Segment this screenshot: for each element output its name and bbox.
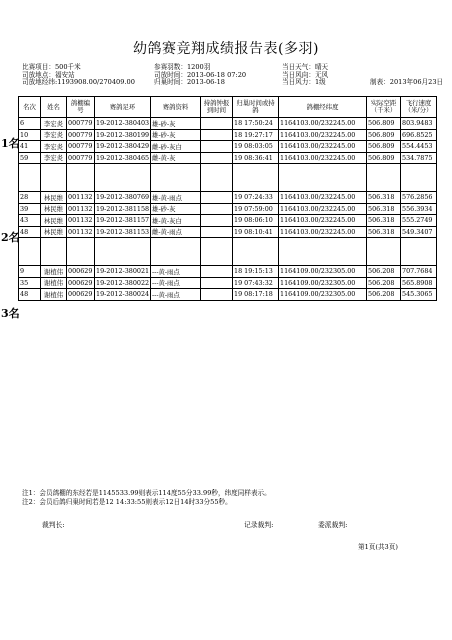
results-body <box>19 118 437 301</box>
weather: 当日天气：晴天 <box>282 63 329 71</box>
group-rank-2: 2名 <box>1 231 20 244</box>
empty-cell <box>201 238 233 266</box>
cell-rank: 10 <box>19 129 41 141</box>
cell-name: 谢植伟 <box>41 266 67 278</box>
cell-info: ---黄-雨点 <box>151 289 201 301</box>
empty-cell <box>19 238 41 266</box>
cell-rank: 41 <box>19 141 41 153</box>
cell-speed: 556.3934 <box>401 203 437 215</box>
cell-loft: 000779 <box>67 118 95 130</box>
header-loft-no: 鸽棚编号 <box>67 97 95 118</box>
table-row <box>19 129 437 141</box>
empty-cell <box>401 238 437 266</box>
cell-loft: 000779 <box>67 141 95 153</box>
header-arrival: 归巢时间或持鸽 <box>233 97 279 118</box>
empty-cell <box>151 238 201 266</box>
empty-cell <box>41 238 67 266</box>
cell-speed: 545.3065 <box>401 289 437 301</box>
cell-clock <box>201 192 233 204</box>
cell-clock <box>201 289 233 301</box>
empty-cell <box>201 164 233 192</box>
cell-ring: 19-2012-380021 <box>96 267 150 276</box>
cell-name: 林民维 <box>41 226 67 238</box>
committee-signature: 委派裁判: <box>318 521 348 529</box>
cell-loft: 001132 <box>67 226 95 238</box>
cell-clock <box>201 215 233 227</box>
cell-clock <box>201 141 233 153</box>
cell-rank: 35 <box>19 277 41 289</box>
cell-speed: 576.2856 <box>401 192 437 204</box>
cell-arrival: 19 07:24:33 <box>233 192 279 204</box>
empty-cell <box>279 238 367 266</box>
empty-cell <box>67 164 95 192</box>
cell-arrival: 19 08:10:41 <box>233 226 279 238</box>
empty-cell <box>95 164 151 192</box>
empty-cell <box>279 164 367 192</box>
cell-arrival: 19 07:43:32 <box>233 277 279 289</box>
made-date: 制表：2013年06月23日 <box>370 78 444 86</box>
cell-speed: 707.7684 <box>401 266 437 278</box>
empty-cell <box>151 164 201 192</box>
release-coords: 司放地经纬:1193908.00/270409.00 <box>22 78 135 86</box>
cell-coords: 1164103.00/232245.00 <box>279 215 367 227</box>
note-1: 注1：会员鸽棚的东经若是1145533.99则表示114度55分33.99秒，纬度同样表示。 <box>22 489 271 497</box>
cell-distance: 506.809 <box>367 141 401 153</box>
cell-arrival: 18 19:27:17 <box>233 129 279 141</box>
cell-clock <box>201 152 233 164</box>
cell-speed: 554.4453 <box>401 141 437 153</box>
cell-coords: 1164103.00/232245.00 <box>279 118 367 130</box>
cell-clock <box>201 203 233 215</box>
cell-ring: 19-2012-380199 <box>96 130 150 139</box>
cell-arrival: 19 08:36:41 <box>233 152 279 164</box>
cell-rank: 9 <box>19 266 41 278</box>
cell-speed: 565.8908 <box>401 277 437 289</box>
cell-coords: 1164109.00/232305.00 <box>279 277 367 289</box>
info-col-3 <box>282 64 328 87</box>
cell-coords: 1164109.00/232305.00 <box>279 266 367 278</box>
match-item: 比赛项目：500千米 <box>22 63 81 71</box>
entries: 参赛羽数：1200羽 <box>154 63 211 71</box>
cell-rank: 39 <box>19 203 41 215</box>
empty-cell <box>367 164 401 192</box>
recorder-signature: 记录裁判: <box>244 521 274 529</box>
cell-ring: 19-2012-380429 <box>96 142 150 151</box>
cell-distance: 506.318 <box>367 215 401 227</box>
table-row <box>19 226 437 238</box>
release-time: 司放时间：2013-06-18 07:20 <box>154 70 247 79</box>
cell-coords: 1164103.00/232245.00 <box>279 129 367 141</box>
header-name: 姓名 <box>41 97 67 118</box>
cell-info: 雌-黄-雨点 <box>151 226 201 238</box>
table-row <box>19 192 437 204</box>
cell-loft: 000629 <box>67 266 95 278</box>
cell-clock <box>201 118 233 130</box>
cell-arrival: 18 19:15:13 <box>233 266 279 278</box>
cell-coords: 1164103.00/232245.00 <box>279 226 367 238</box>
cell-speed: 696.8525 <box>401 129 437 141</box>
cell-distance: 506.809 <box>367 152 401 164</box>
cell-coords: 1164103.00/232245.00 <box>279 192 367 204</box>
cell-ring: 19-2012-380403 <box>96 119 150 128</box>
cell-clock <box>201 129 233 141</box>
header-speed: 飞行速度（米/分） <box>401 97 437 118</box>
cell-speed: 803.9483 <box>401 118 437 130</box>
cell-name: 李宏炎 <box>41 118 67 130</box>
cell-loft: 001132 <box>67 203 95 215</box>
cell-loft: 000629 <box>67 289 95 301</box>
group-rank-1: 1名 <box>1 137 20 150</box>
empty-cell <box>401 164 437 192</box>
table-row <box>19 277 437 289</box>
table-row <box>19 152 437 164</box>
header-pigeon-info: 赛鸽资料 <box>151 97 201 118</box>
cell-arrival: 19 08:03:05 <box>233 141 279 153</box>
cell-name: 谢植伟 <box>41 289 67 301</box>
cell-info: 雄-砂-灰 <box>151 129 201 141</box>
cell-name: 李宏炎 <box>41 129 67 141</box>
cell-ring: 19-2012-380769 <box>96 193 150 202</box>
wind-force: 当日风力：1级 <box>282 78 326 86</box>
cell-info: 雌-砂-灰白 <box>151 141 201 153</box>
header-rank: 名次 <box>19 97 41 118</box>
cell-arrival: 19 08:06:10 <box>233 215 279 227</box>
info-col-1 <box>22 64 135 87</box>
cell-info: 雄-黄-灰白 <box>151 215 201 227</box>
cell-arrival: 19 08:17:18 <box>233 289 279 301</box>
cell-distance: 506.208 <box>367 289 401 301</box>
cell-clock <box>201 266 233 278</box>
empty-cell <box>19 164 41 192</box>
info-col-2 <box>154 64 246 87</box>
empty-cell <box>367 238 401 266</box>
cell-coords: 1164103.00/232245.00 <box>279 203 367 215</box>
empty-cell <box>67 238 95 266</box>
cell-speed: 555.2749 <box>401 215 437 227</box>
release-place: 司放地点：福安站 <box>22 70 75 79</box>
cell-rank: 28 <box>19 192 41 204</box>
cell-distance: 506.208 <box>367 266 401 278</box>
cell-name: 林民维 <box>41 203 67 215</box>
cell-distance: 506.809 <box>367 118 401 130</box>
cell-coords: 1164103.00/232245.00 <box>279 141 367 153</box>
empty-cell <box>41 164 67 192</box>
cell-distance: 506.318 <box>367 226 401 238</box>
cell-rank: 59 <box>19 152 41 164</box>
cell-speed: 534.7875 <box>401 152 437 164</box>
cell-clock <box>201 226 233 238</box>
table-header-row <box>19 97 437 118</box>
cell-rank: 6 <box>19 118 41 130</box>
cell-loft: 001132 <box>67 215 95 227</box>
group-separator-row <box>19 238 437 266</box>
cell-info: 雄-砂-灰 <box>151 203 201 215</box>
cell-ring: 19-2012-381158 <box>96 204 150 213</box>
cell-ring: 19-2012-380465 <box>96 153 150 162</box>
cell-name: 李宏炎 <box>41 152 67 164</box>
header-distance: 实际空距（千米） <box>367 97 401 118</box>
cell-rank: 48 <box>19 289 41 301</box>
cell-info: ---黄-雨点 <box>151 277 201 289</box>
header-coords: 鸽棚经纬度 <box>279 97 367 118</box>
table-row <box>19 266 437 278</box>
cell-distance: 506.318 <box>367 192 401 204</box>
cell-name: 谢植伟 <box>41 277 67 289</box>
group-rank-3: 3名 <box>1 307 20 320</box>
cell-rank: 48 <box>19 226 41 238</box>
cell-loft: 000779 <box>67 152 95 164</box>
cell-name: 林民维 <box>41 215 67 227</box>
cell-ring: 19-2012-380024 <box>96 290 150 299</box>
cell-ring: 19-2012-381153 <box>96 227 150 236</box>
cell-arrival: 18 17:50:24 <box>233 118 279 130</box>
cell-loft: 000629 <box>67 277 95 289</box>
cell-arrival: 19 07:59:00 <box>233 203 279 215</box>
note-2: 注2：会员后鸽归巢时间若是12 14:33:55则表示12日14时33分55秒。 <box>22 498 232 506</box>
cell-info: 雌-黄-灰 <box>151 152 201 164</box>
wind-direction: 当日风向：无风 <box>282 70 329 79</box>
header-clock-time: 持鸽钟报到时间 <box>201 97 233 118</box>
table-row <box>19 203 437 215</box>
group-separator-row <box>19 164 437 192</box>
cell-clock <box>201 277 233 289</box>
empty-cell <box>233 164 279 192</box>
cell-distance: 506.318 <box>367 203 401 215</box>
cell-speed: 549.3407 <box>401 226 437 238</box>
table-row <box>19 289 437 301</box>
table-row <box>19 118 437 130</box>
cell-ring: 19-2012-381157 <box>96 216 150 225</box>
empty-cell <box>95 238 151 266</box>
empty-cell <box>233 238 279 266</box>
page-number: 第1页(共3页) <box>358 543 398 551</box>
return-time: 归巢时间：2013-06-18 <box>154 78 225 86</box>
cell-coords: 1164109.00/232305.00 <box>279 289 367 301</box>
report-title: 幼鸽赛竞翔成绩报告表(多羽) <box>133 41 319 57</box>
cell-coords: 1164103.00/232245.00 <box>279 152 367 164</box>
cell-info: 雄-黄-雨点 <box>151 192 201 204</box>
cell-ring: 19-2012-380022 <box>96 278 150 287</box>
cell-loft: 000779 <box>67 129 95 141</box>
cell-loft: 001132 <box>67 192 95 204</box>
judge-signature: 裁判长: <box>42 521 65 529</box>
cell-name: 林民维 <box>41 192 67 204</box>
table-row <box>19 141 437 153</box>
results-table <box>18 96 437 301</box>
table-row <box>19 215 437 227</box>
cell-distance: 506.809 <box>367 129 401 141</box>
header-ring: 赛鸽足环 <box>95 97 151 118</box>
cell-distance: 506.208 <box>367 277 401 289</box>
cell-info: ---黄-雨点 <box>151 266 201 278</box>
cell-rank: 43 <box>19 215 41 227</box>
cell-info: 雄-砂-灰 <box>151 118 201 130</box>
cell-name: 李宏炎 <box>41 141 67 153</box>
